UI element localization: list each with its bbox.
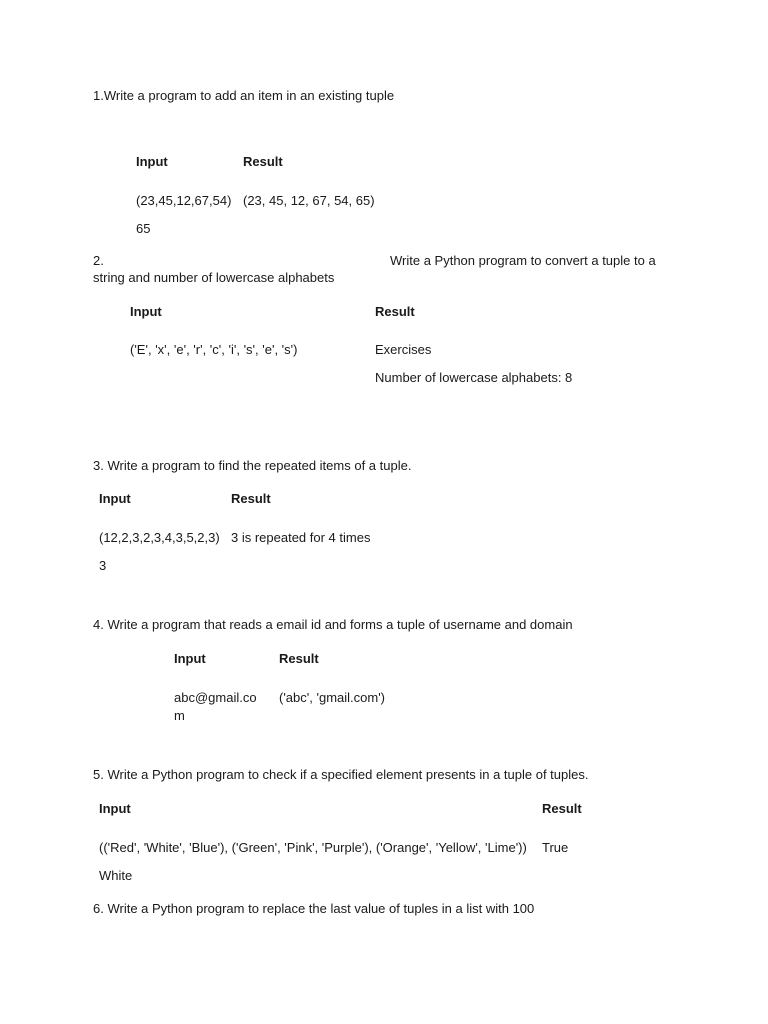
q2-input-header: Input <box>130 304 162 319</box>
q4-input-header: Input <box>174 651 206 666</box>
q4-input-value-line2: m <box>174 708 185 723</box>
q4-input-value-line1: abc@gmail.co <box>174 690 257 705</box>
q5-result-header: Result <box>542 801 582 816</box>
q3-result-header: Result <box>231 491 271 506</box>
q4-result-header: Result <box>279 651 319 666</box>
question-2-prompt-line1: Write a Python program to convert a tuple to a <box>390 253 656 268</box>
q1-input-value: (23,45,12,67,54) <box>136 193 232 208</box>
q5-input-value: (('Red', 'White', 'Blue'), ('Green', 'Pink', 'Purple'), ('Orange', 'Yellow', 'Lime')) <box>99 840 527 855</box>
q3-result-value: 3 is repeated for 4 times <box>231 530 371 545</box>
q2-result-header: Result <box>375 304 415 319</box>
q3-input-value: (12,2,3,2,3,4,3,5,2,3) <box>99 530 220 545</box>
q5-input-item: White <box>99 868 133 883</box>
q1-input-item: 65 <box>136 221 151 236</box>
q2-result-count: Number of lowercase alphabets: 8 <box>375 370 573 385</box>
question-1-prompt: 1.Write a program to add an item in an existing tuple <box>93 88 395 103</box>
q1-result-header: Result <box>243 154 283 169</box>
question-2-number: 2. <box>93 253 104 268</box>
q3-input-item: 3 <box>99 558 107 573</box>
q3-input-header: Input <box>99 491 131 506</box>
q5-result-value: True <box>542 840 569 855</box>
question-2-prompt-line2: string and number of lowercase alphabets <box>93 270 335 285</box>
q2-result-value: Exercises <box>375 342 432 357</box>
question-5-prompt: 5. Write a Python program to check if a specified element presents in a tuple of tuples. <box>93 767 589 782</box>
q1-result-value: (23, 45, 12, 67, 54, 65) <box>243 193 375 208</box>
q5-input-header: Input <box>99 801 131 816</box>
q2-input-value: ('E', 'x', 'e', 'r', 'c', 'i', 's', 'e', 's') <box>130 342 298 357</box>
question-4-prompt: 4. Write a program that reads a email id and forms a tuple of username and domain <box>93 617 573 632</box>
q4-result-value: ('abc', 'gmail.com') <box>279 690 386 705</box>
q1-input-header: Input <box>136 154 168 169</box>
question-6-prompt: 6. Write a Python program to replace the last value of tuples in a list with 100 <box>93 901 535 916</box>
question-3-prompt: 3. Write a program to find the repeated items of a tuple. <box>93 458 412 473</box>
